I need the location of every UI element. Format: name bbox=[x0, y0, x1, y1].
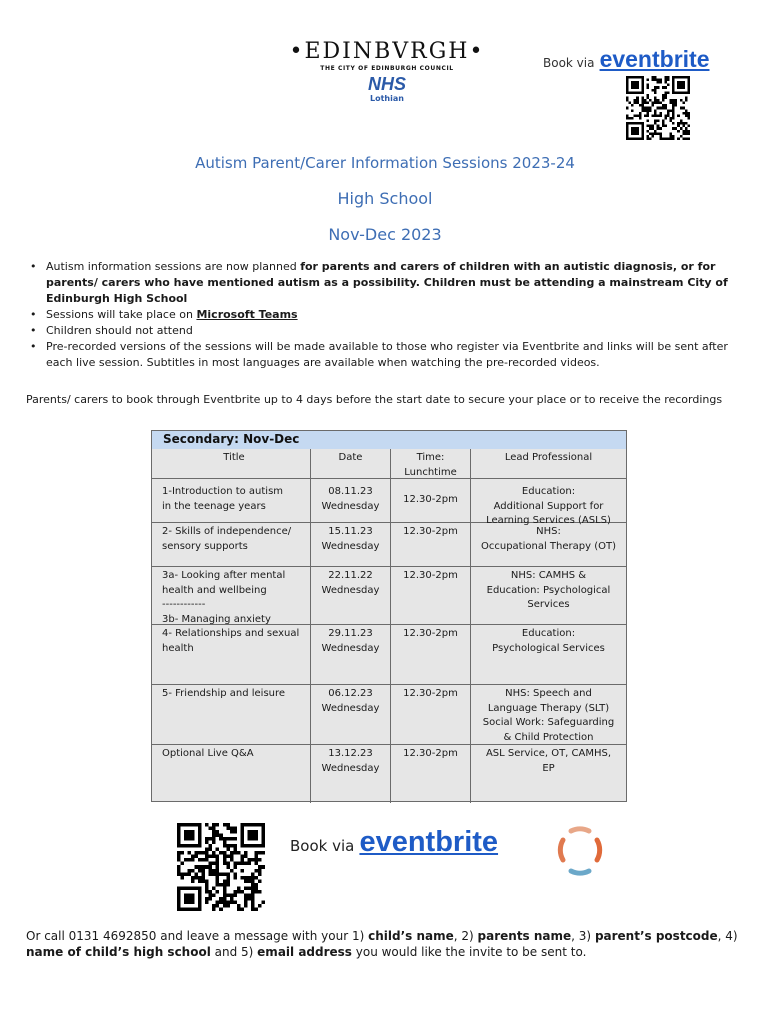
page-subtitle-dates: Nov-Dec 2023 bbox=[328, 225, 442, 244]
session-date: 13.12.23 Wednesday bbox=[311, 745, 391, 803]
bullet-text: Pre-recorded versions of the sessions will be made available to those who register via Eventbrite and links will be sent after each live session. Subtitles in most languages are available when watching the pre-recorded videos. bbox=[46, 340, 728, 369]
table-header-cell: Time: Lunchtime bbox=[391, 449, 471, 479]
table-header-cell: Title bbox=[152, 449, 311, 479]
bullet-bold-text: for parents and carers of children with an autistic diagnosis, or for parents/ carers who have mentioned autism as a possibility. Children must be attending a mainstream City of Edinburgh High School bbox=[46, 260, 728, 305]
footer-text: , 2) bbox=[453, 929, 478, 943]
eventbrite-link[interactable]: eventbrite bbox=[359, 826, 499, 858]
page-title: Autism Parent/Carer Information Sessions 2023-24 bbox=[195, 154, 575, 172]
footer-text: and 5) bbox=[210, 945, 258, 959]
qr-code-icon[interactable] bbox=[626, 76, 690, 140]
lead-professional: NHS: CAMHS & Education: Psychological Services bbox=[471, 567, 626, 625]
session-date: 06.12.23 Wednesday bbox=[311, 685, 391, 745]
logo-nhs-text: NHS bbox=[367, 74, 406, 94]
bullet-text: Sessions will take place on bbox=[46, 308, 197, 321]
book-via-label: Book via bbox=[543, 56, 595, 70]
logo-lothian-text: Lothian bbox=[370, 94, 404, 103]
logo-council-text: THE CITY OF EDINBURGH COUNCIL bbox=[320, 65, 454, 72]
page-subtitle-school: High School bbox=[337, 189, 433, 208]
footer-bold: name of child’s high school bbox=[26, 945, 211, 959]
list-item bbox=[26, 259, 744, 307]
session-title: 2- Skills of independence/ sensory supports bbox=[152, 523, 311, 567]
footer-text: , 3) bbox=[571, 929, 595, 943]
footer-text: , 4) bbox=[717, 929, 738, 943]
footer-bold: parent’s postcode bbox=[594, 929, 718, 943]
info-bullet-list bbox=[26, 259, 744, 371]
session-time: 12.30-2pm bbox=[391, 567, 471, 625]
qr-code-icon[interactable] bbox=[177, 823, 265, 911]
session-title: 4- Relationships and sexual health bbox=[152, 625, 311, 685]
lead-professional: ASL Service, OT, CAMHS, EP bbox=[485, 748, 612, 774]
table-caption: Secondary: Nov-Dec bbox=[163, 432, 300, 446]
book-via-eventbrite-bottom[interactable] bbox=[290, 826, 498, 859]
lead-professional: Education: Additional Support for Learning Services (ASLS) bbox=[471, 479, 626, 523]
footer-text: Or call 0131 4692850 and leave a message with your 1) bbox=[26, 929, 369, 943]
list-item bbox=[26, 339, 744, 371]
session-time: 12.30-2pm bbox=[391, 523, 471, 567]
footer-text: you would like the invite to be sent to. bbox=[351, 945, 587, 959]
lead-professional: Education: Psychological Services bbox=[471, 625, 626, 685]
edinburgh-nhs-logo bbox=[282, 40, 492, 103]
contact-instructions bbox=[26, 928, 746, 960]
table-header-cell: Lead Professional bbox=[471, 449, 626, 479]
table-caption-bar bbox=[152, 431, 626, 449]
bullet-text: Autism information sessions are now planned bbox=[46, 260, 301, 273]
session-title: 3a- Looking after mental health and wellbeing ------------ 3b- Managing anxiety bbox=[152, 567, 311, 625]
session-time: 12.30-2pm bbox=[391, 479, 471, 523]
microsoft-teams-link[interactable]: Microsoft Teams bbox=[196, 308, 298, 321]
footer-bold: email address bbox=[257, 945, 352, 959]
session-date: 15.11.23 Wednesday bbox=[311, 523, 391, 567]
lead-professional: NHS: Occupational Therapy (OT) bbox=[471, 523, 626, 567]
eventbrite-link[interactable]: eventbrite bbox=[599, 46, 710, 72]
logo-city-text: •EDINBVRGH• bbox=[289, 39, 485, 64]
footer-bold: parents name bbox=[477, 929, 572, 943]
table-header-cell: Date bbox=[311, 449, 391, 479]
book-via-label: Book via bbox=[290, 837, 355, 855]
book-via-eventbrite-top[interactable] bbox=[543, 46, 710, 73]
session-time: 12.30-2pm bbox=[391, 745, 471, 803]
session-date: 08.11.23 Wednesday bbox=[311, 479, 391, 523]
session-date: 22.11.22 Wednesday bbox=[311, 567, 391, 625]
lead-professional: NHS: Speech and Language Therapy (SLT) Social Work: Safeguarding & Child Protection bbox=[471, 685, 626, 745]
session-title: 5- Friendship and leisure bbox=[152, 685, 311, 745]
session-time: 12.30-2pm bbox=[391, 625, 471, 685]
session-time: 12.30-2pm bbox=[391, 685, 471, 745]
list-item bbox=[26, 323, 744, 339]
list-item bbox=[26, 307, 744, 323]
session-title: Optional Live Q&A bbox=[152, 745, 311, 803]
session-title: 1-Introduction to autism in the teenage years bbox=[152, 479, 311, 523]
bullet-text: Children should not attend bbox=[46, 324, 193, 337]
circular-arrows-icon bbox=[557, 826, 603, 876]
session-date: 29.11.23 Wednesday bbox=[311, 625, 391, 685]
footer-bold: child’s name bbox=[368, 929, 454, 943]
sessions-table bbox=[151, 430, 627, 802]
booking-paragraph: Parents/ carers to book through Eventbrite up to 4 days before the start date to secure your place or to receive the recordings bbox=[26, 393, 723, 406]
